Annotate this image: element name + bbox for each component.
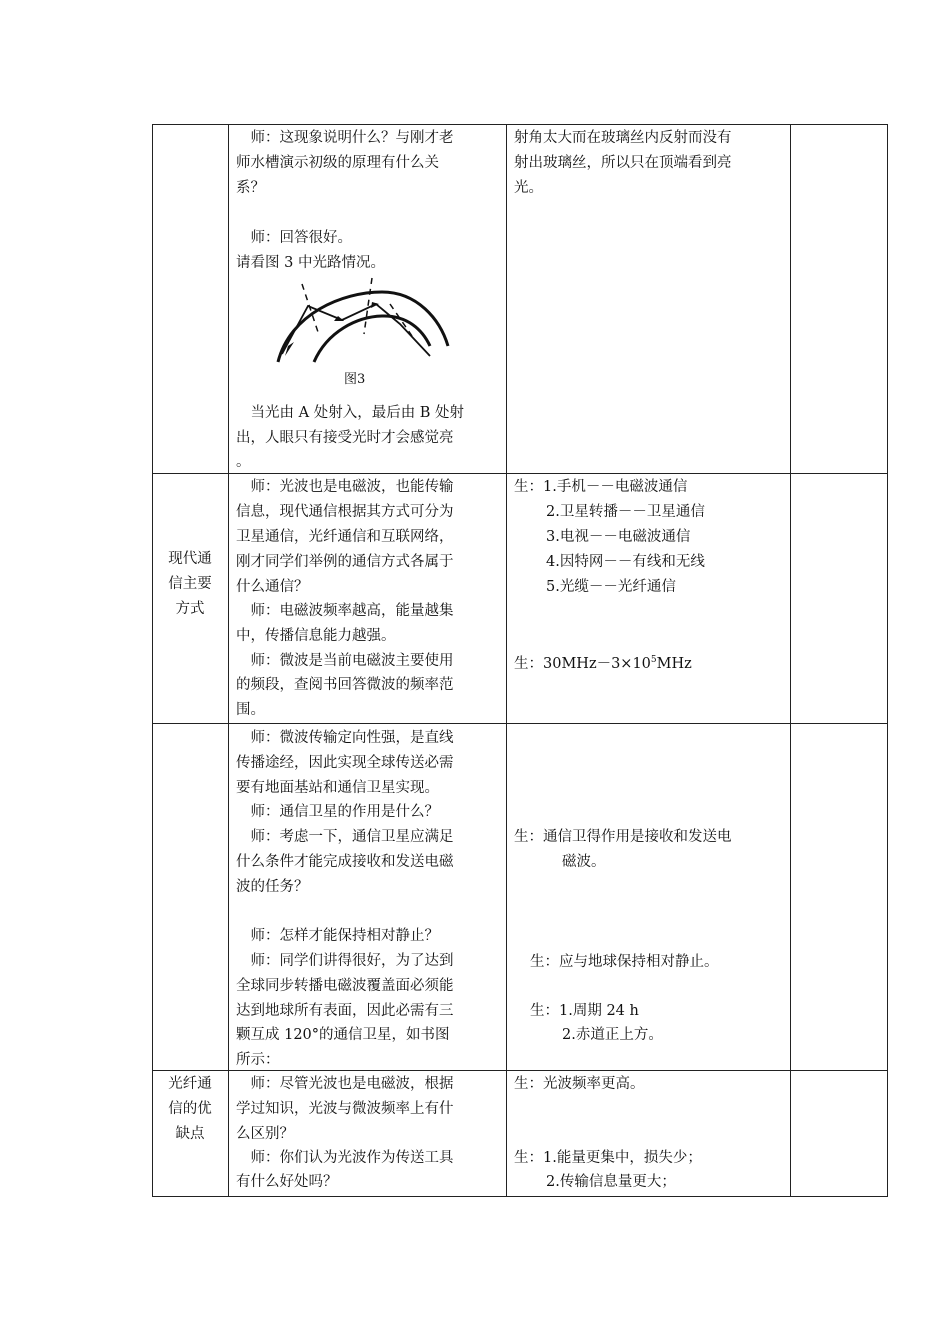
- figure-caption: 图3: [344, 372, 366, 387]
- teacher-line: 波的任务？: [236, 879, 309, 895]
- table-row: [152, 723, 888, 1070]
- student-line: 3.电视－－电磁波通信: [546, 529, 691, 545]
- student-line: 射出玻璃丝，所以只在顶端看到亮: [514, 155, 732, 171]
- student-line: 生：1.周期 24 h: [530, 1003, 639, 1019]
- student-line: 磁波。: [562, 854, 606, 870]
- teacher-line: 师水槽演示初级的原理有什么关: [236, 155, 439, 171]
- teacher-cell: [228, 723, 506, 1070]
- teacher-line: 有什么好处吗？: [236, 1174, 338, 1190]
- teacher-line: 刚才同学们举例的通信方式各属于: [236, 554, 454, 570]
- teacher-line: 师：微波传输定向性强，是直线: [236, 730, 454, 746]
- notes-cell: [790, 124, 888, 473]
- table-row: [152, 1070, 888, 1196]
- optical-fiber-figure: [272, 274, 452, 374]
- teacher-line: 师：怎样才能保持相对静止？: [236, 928, 439, 944]
- section-title-line: 现代通: [168, 551, 212, 567]
- student-line: 生：应与地球保持相对静止。: [530, 954, 719, 970]
- student-line: 2.赤道正上方。: [562, 1027, 663, 1043]
- frequency-suffix: MHz: [656, 655, 692, 672]
- teacher-line: 要有地面基站和通信卫星实现。: [236, 780, 439, 796]
- teacher-line: 么区别？: [236, 1126, 294, 1142]
- student-line: 2.卫星转播－－卫星通信: [546, 504, 705, 520]
- teacher-line: 卫星通信，光纤通信和互联网络，: [236, 529, 454, 545]
- teacher-line: 师：通信卫星的作用是什么？: [236, 804, 439, 820]
- teacher-line: 围。: [236, 702, 265, 718]
- student-line: 生：1.手机－－电磁波通信: [514, 479, 688, 495]
- student-frequency-answer: [514, 648, 692, 676]
- notes-cell: [790, 723, 888, 1070]
- lesson-table: [152, 124, 888, 1197]
- teacher-line: 中，传播信息能力越强。: [236, 628, 396, 644]
- notes-cell: [790, 473, 888, 723]
- student-cell: [506, 124, 790, 473]
- teacher-line: 师：你们认为光波作为传送工具: [236, 1150, 454, 1166]
- teacher-line: 信息，现代通信根据其方式可分为: [236, 504, 454, 520]
- student-cell: [506, 473, 790, 723]
- teacher-line: 系？: [236, 180, 265, 196]
- section-title-line: 缺点: [175, 1126, 205, 1142]
- section-cell: [152, 124, 228, 473]
- teacher-line: 师：同学们讲得很好，为了达到: [236, 953, 454, 969]
- teacher-line: 达到地球所有表面，因此必需有三: [236, 1003, 454, 1019]
- teacher-line: 师：回答很好。: [236, 230, 352, 246]
- teacher-cell: [228, 473, 506, 723]
- section-title-line: 信主要: [168, 576, 212, 592]
- table-border-bottom: [152, 1196, 888, 1197]
- table-row: [152, 473, 888, 723]
- teacher-line: 学过知识，光波与微波频率上有什: [236, 1101, 454, 1117]
- teacher-line: 全球同步转播电磁波覆盖面必须能: [236, 978, 454, 994]
- student-line: 5.光缆－－光纤通信: [546, 579, 676, 595]
- teacher-line: 请看图 3 中光路情况。: [236, 255, 385, 271]
- student-line: 生：光波频率更高。: [514, 1076, 645, 1092]
- student-line: 射角太大而在玻璃丝内反射而没有: [514, 130, 732, 146]
- teacher-cell: [228, 1070, 506, 1196]
- teacher-line: 所示：: [236, 1052, 280, 1068]
- frequency-prefix: 生：30MHz－3×10: [514, 655, 651, 672]
- section-title-line: 光纤通: [168, 1076, 212, 1092]
- teacher-line: 。: [236, 454, 251, 470]
- teacher-line: 当光由 A 处射入，最后由 B 处射: [236, 405, 465, 421]
- notes-cell: [790, 1070, 888, 1196]
- section-title-line: 信的优: [168, 1101, 212, 1117]
- section-title-line: 方式: [175, 601, 205, 617]
- teacher-line: 师：考虑一下，通信卫星应满足: [236, 829, 454, 845]
- section-cell: [152, 473, 228, 723]
- teacher-line: 师：这现象说明什么？与刚才老: [236, 130, 454, 146]
- section-cell: [152, 723, 228, 1070]
- teacher-line: 什么通信？: [236, 579, 309, 595]
- student-line: 生：通信卫得作用是接收和发送电: [514, 829, 732, 845]
- student-cell: [506, 723, 790, 1070]
- teacher-line: 师：尽管光波也是电磁波，根据: [236, 1076, 454, 1092]
- teacher-line: 颗互成 120°的通信卫星，如书图: [236, 1027, 450, 1043]
- teacher-line: 师：电磁波频率越高，能量越集: [236, 603, 454, 619]
- student-line: 光。: [514, 180, 543, 196]
- teacher-line: 出，人眼只有接受光时才会感觉亮: [236, 430, 454, 446]
- student-line: 2.传输信息量更大；: [546, 1174, 676, 1190]
- teacher-line: 师：光波也是电磁波，也能传输: [236, 479, 454, 495]
- teacher-line: 师：微波是当前电磁波主要使用: [236, 653, 454, 669]
- section-cell: [152, 1070, 228, 1196]
- frequency-exponent: 5: [650, 655, 657, 665]
- teacher-cell: [228, 124, 506, 473]
- student-line: 生：1.能量更集中，损失少；: [514, 1150, 702, 1166]
- student-cell: [506, 1070, 790, 1196]
- teacher-line: 什么条件才能完成接收和发送电磁: [236, 854, 454, 870]
- teacher-line: 传播途经，因此实现全球传送必需: [236, 755, 454, 771]
- table-row: [152, 124, 888, 473]
- teacher-line: 的频段，查阅书回答微波的频率范: [236, 677, 454, 693]
- student-line: 4.因特网－－有线和无线: [546, 554, 705, 570]
